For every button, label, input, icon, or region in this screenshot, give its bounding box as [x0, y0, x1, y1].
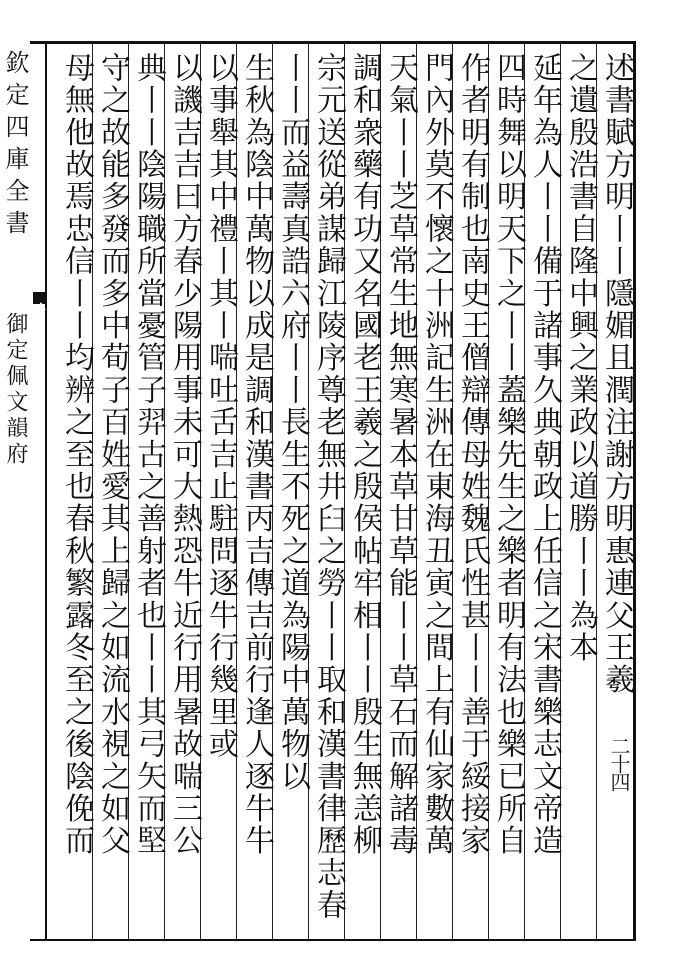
text-column: 丨丨而益壽真誥六府丨丨長生不死之道為陽中萬物以 — [275, 52, 310, 793]
text-column: 守之故能多發而多中荀子百姓愛其上歸之如流水視之如父 — [95, 52, 130, 857]
frame-top-border — [30, 41, 634, 44]
text-column: 以事舉其中禮丨其丨喘吐舌吉止駐問逐牛行幾里或 — [203, 52, 238, 761]
text-column: 宗元送從弟謀歸江陵序尊老無井臼之勞丨丨取和漢書律歷志春 — [311, 52, 346, 922]
text-column: 以譏吉吉曰方春少陽用事未可大熱恐牛近行用暑故喘三公 — [167, 52, 202, 857]
edge-subtitle: 御定佩文韻府 — [3, 312, 28, 468]
text-column: 作者明有制也南史王僧辯傳母姓魏氏性甚丨丨善于綏接家 — [455, 52, 490, 857]
page-number: 二十四 — [607, 736, 631, 790]
text-column: 調和衆藥有功又名國老王羲之殷侯帖牢相丨丨殷生無恙柳 — [347, 52, 382, 857]
text-column: 之遺殷浩書自隆中興之業政以道勝丨丨為本 — [563, 52, 598, 664]
text-column: 延年為人丨丨備于諸事久典朝政上任信之宋書樂志文帝造 — [527, 52, 562, 857]
text-column: 天氣丨丨芝草常生地無寒暑本草甘草能丨丨草石而解諸毒 — [383, 52, 418, 857]
frame-bottom-border — [30, 939, 636, 941]
fishtail-notch — [36, 302, 46, 310]
text-column: 生秋為陰中萬物以成是調和漢書丙吉傳吉前行逢人逐牛牛 — [239, 52, 274, 857]
text-column: 四時舞以明天下之丨丨蓋樂先生之樂者明有法也樂已所自 — [491, 52, 526, 857]
text-column: 母無他故焉忠信丨丨均辨之至也春秋繁露冬至之後陰俛而 — [59, 52, 94, 857]
edge-title: 欽定四庫全書 — [1, 50, 29, 242]
text-column: 述書賦方明丨丨隱媚且潤注謝方明惠連父王羲 — [599, 52, 634, 696]
text-column: 門內外莫不懷之十洲記生洲在東海丑寅之間上有仙家數萬 — [419, 52, 454, 857]
gutter-rule — [45, 41, 47, 939]
text-column: 典丨丨陰陽職所當憂管子羿古之善射者也丨丨其弓矢而堅 — [131, 52, 166, 857]
